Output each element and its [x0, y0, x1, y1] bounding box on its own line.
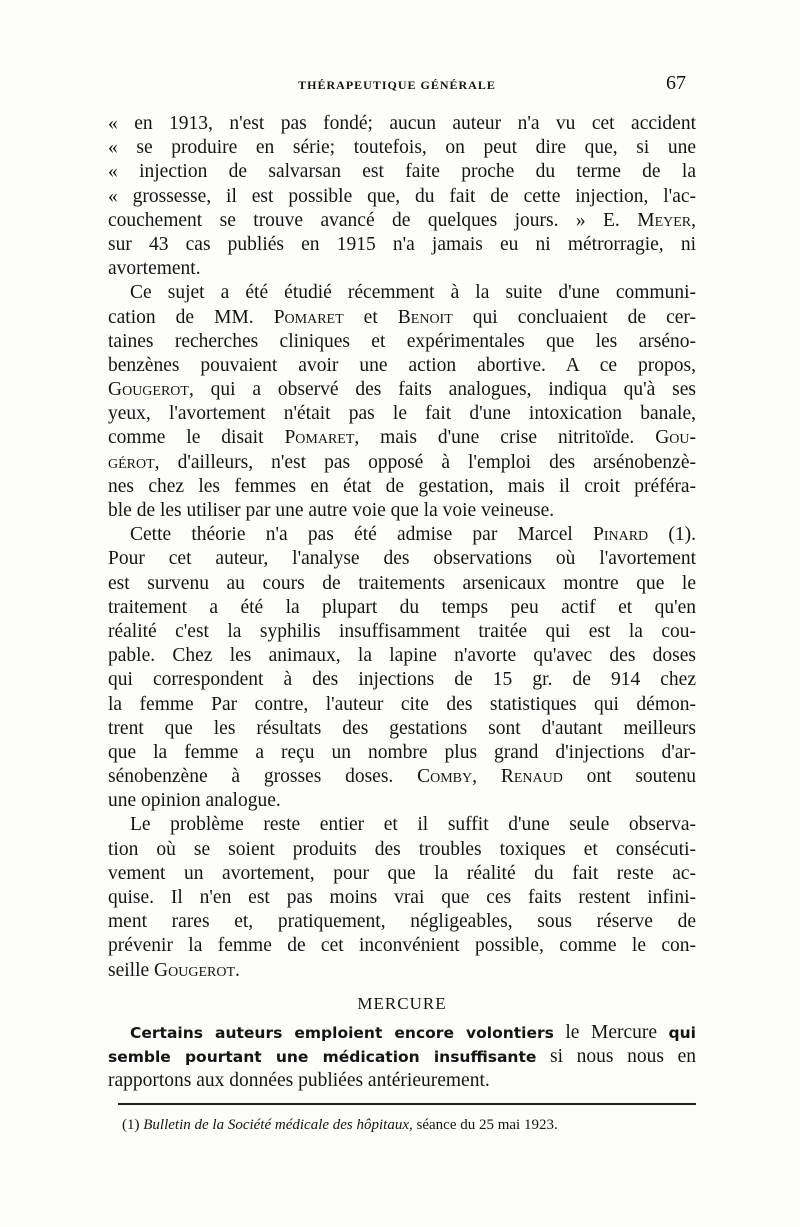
text-line: Le problème reste entier et il suffit d'une seule observa-: [130, 814, 696, 836]
text-line: est survenu au cours de traitements arsenicaux montre que le: [108, 572, 696, 594]
text-line: une opinion analogue.: [108, 790, 281, 812]
paragraph: [108, 281, 696, 523]
text-line: comme le disait Pomaret, mais d'une crise nitritoïde. Gou-: [108, 427, 696, 449]
text-line: tion où se soient produits des troubles toxiques et consécuti-: [108, 838, 696, 860]
text-line: prévenir la femme de cet inconvénient possible, comme le con-: [108, 935, 696, 957]
footnote: [122, 1117, 696, 1134]
text-line: taines recherches cliniques et expérimentales que les arséno-: [108, 330, 696, 352]
author-name: Renaud: [500, 766, 563, 788]
running-head: [108, 72, 686, 98]
text-line: gérot, d'ailleurs, n'est pas opposé à l'emploi des arsénobenzè-: [108, 451, 696, 473]
text-line: semble pourtant une médication insuffisante si nous nous en: [108, 1045, 696, 1067]
author-name: Comby: [417, 766, 473, 788]
text-line: Ce sujet a été étudié récemment à la suite d'une communi-: [130, 282, 696, 304]
author-name: Pomaret: [273, 306, 344, 328]
text-line: seille Gougerot.: [108, 959, 240, 981]
footnote-source: Bulletin de la Société médicale des hôpitaux: [143, 1117, 410, 1133]
text-line: ment rares et, pratiquement, négligeables, sous réserve de: [108, 911, 696, 933]
text-line: Cette théorie n'a pas été admise par Marcel Pinard (1).: [130, 524, 696, 546]
section-heading: MERCURE: [357, 993, 447, 1013]
text-line: quise. Il n'en est pas moins vrai que ces faits restent infini-: [108, 887, 696, 908]
text-line: « grossesse, il est possible que, du fait de cette injection, l'ac-: [108, 185, 696, 207]
footnote-text: , séance du 25 mai 1923.: [409, 1117, 558, 1133]
author-name: Meyer,: [637, 209, 696, 231]
paragraph: [108, 813, 696, 982]
text-line: trent que les résultats des gestations sont d'autant meilleurs: [108, 717, 696, 739]
text-line: Pour cet auteur, l'analyse des observations où l'avortement: [108, 548, 696, 570]
text-line: « en 1913, n'est pas fondé; aucun auteur n'a vu cet accident: [108, 113, 696, 134]
author-name: Gougerot: [108, 379, 189, 401]
text-line: « injection de salvarsan est faite proche du terme de la: [108, 161, 696, 183]
text-line: sénobenzène à grosses doses. Comby, Renaud ont soutenu: [108, 766, 696, 788]
author-name: Gou-: [655, 427, 696, 449]
running-title: THÉRAPEUTIQUE GÉNÉRALE: [298, 78, 496, 92]
text-line: ble de les utiliser par une autre voie que la voie veineuse.: [108, 500, 555, 521]
page-number: 67: [666, 72, 686, 94]
text-line: benzènes pouvaient avoir une action abortive. A ce propos,: [108, 354, 696, 376]
text-line: cation de MM. Pomaret et Benoit qui concluaient de cer-: [108, 306, 696, 328]
text-line: sur 43 cas publiés en 1915 n'a jamais eu ni métrorragie, ni: [108, 233, 696, 255]
text-line: rapportons aux données publiées antérieurement.: [108, 1070, 490, 1092]
text-line: nes chez les femmes en état de gestation, mais il croit préféra-: [108, 475, 696, 497]
author-name: Pomaret: [284, 427, 355, 449]
footnote-rule: [118, 1103, 696, 1105]
text-line: que la femme a reçu un nombre plus grand d'injections d'ar-: [108, 741, 696, 763]
author-name: Gougerot: [154, 959, 235, 981]
paragraph: [108, 1021, 696, 1094]
text-line: réalité c'est la syphilis insuffisamment traitée qui est la cou-: [108, 620, 696, 642]
paragraph: [108, 112, 696, 281]
text-line: Certains auteurs emploient encore volontiers le Mercure qui: [130, 1021, 696, 1043]
author-name: gérot: [108, 451, 155, 473]
text-line: vement un avortement, pour que la réalité du fait reste ac-: [108, 862, 696, 884]
text-line: qui correspondent à des injections de 15 gr. de 914 chez: [108, 669, 696, 691]
author-name: Pinard: [592, 524, 649, 546]
emphasis-text: Certains auteurs emploient encore volontiers: [130, 1023, 554, 1042]
text-line: « se produire en série; toutefois, on peut dire que, si une: [108, 137, 696, 159]
emphasis-text: semble pourtant une médication insuffisante: [108, 1047, 537, 1066]
footnote-mark: (1): [122, 1117, 144, 1133]
paragraph: [108, 523, 696, 813]
text-line: Gougerot, qui a observé des faits analogues, indiqua qu'à ses: [108, 379, 696, 401]
text-line: traitement a été la plupart du temps peu actif et qu'en: [108, 596, 696, 618]
text-line: la femme Par contre, l'auteur cite des statistiques qui démon-: [108, 693, 696, 715]
text-line: pable. Chez les animaux, la lapine n'avorte qu'avec des doses: [108, 645, 696, 667]
body-text: [108, 112, 696, 1093]
text-line: couchement se trouve avancé de quelques jours. » E. Meyer,: [108, 209, 696, 231]
text-line: avortement.: [108, 258, 201, 280]
author-name: Benoit: [397, 306, 453, 328]
emphasis-text: qui: [668, 1023, 696, 1042]
text-line: yeux, l'avortement n'était pas le fait d'une intoxication banale,: [108, 403, 696, 425]
